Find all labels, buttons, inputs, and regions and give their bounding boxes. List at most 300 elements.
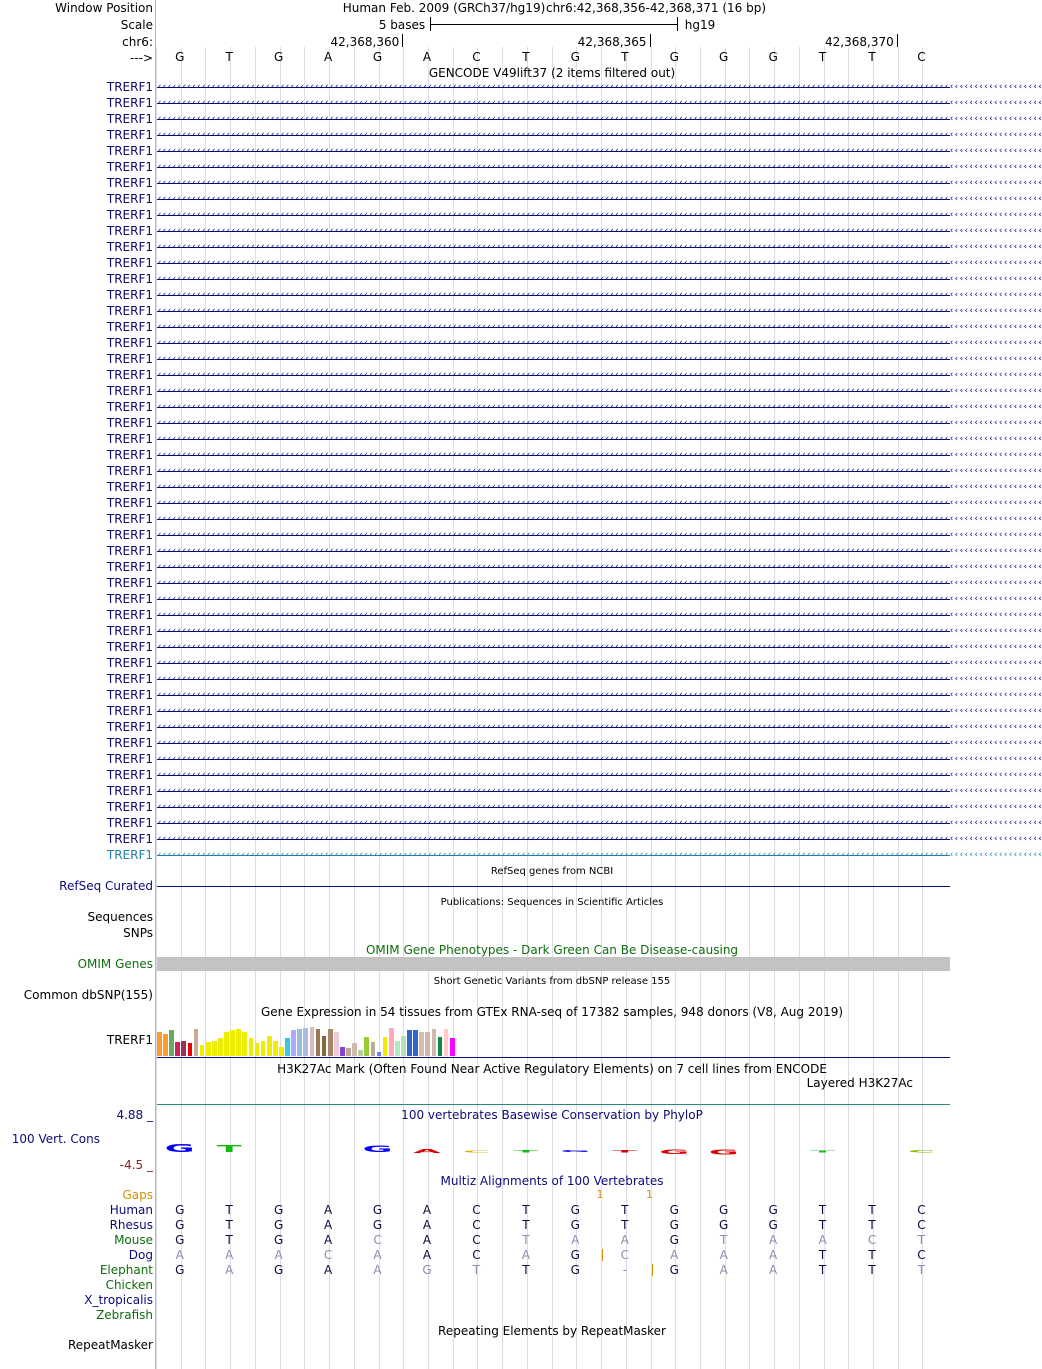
gtex-tissue-bar[interactable] <box>291 1030 296 1056</box>
gtex-tissue-bar[interactable] <box>358 1050 363 1056</box>
gencode-strand-arrows: ‹‹‹‹‹‹‹‹‹‹‹‹‹‹‹‹‹‹‹‹‹‹‹‹‹‹‹‹‹‹‹‹‹‹‹‹‹‹‹‹‹‹‹‹‹‹‹‹‹‹‹‹‹‹‹‹‹‹‹‹‹‹‹‹‹‹‹‹‹‹‹‹‹‹‹‹‹‹‹‹‹‹‹‹‹‹‹‹‹‹‹‹‹‹‹‹‹‹‹‹‹‹‹‹‹‹‹‹‹‹‹‹‹‹‹‹‹‹‹‹‹‹‹‹‹‹‹‹‹‹‹‹‹‹‹‹‹‹‹‹‹‹‹‹‹‹‹‹‹‹‹‹‹‹‹‹‹‹‹‹‹‹‹‹‹‹‹‹‹‹‹‹‹‹‹‹‹‹‹‹ <box>157 130 1042 140</box>
species-label[interactable]: Chicken <box>105 1278 153 1292</box>
aligned-base: A <box>274 1248 283 1262</box>
gencode-strand-arrows: ‹‹‹‹‹‹‹‹‹‹‹‹‹‹‹‹‹‹‹‹‹‹‹‹‹‹‹‹‹‹‹‹‹‹‹‹‹‹‹‹‹‹‹‹‹‹‹‹‹‹‹‹‹‹‹‹‹‹‹‹‹‹‹‹‹‹‹‹‹‹‹‹‹‹‹‹‹‹‹‹‹‹‹‹‹‹‹‹‹‹‹‹‹‹‹‹‹‹‹‹‹‹‹‹‹‹‹‹‹‹‹‹‹‹‹‹‹‹‹‹‹‹‹‹‹‹‹‹‹‹‹‹‹‹‹‹‹‹‹‹‹‹‹‹‹‹‹‹‹‹‹‹‹‹‹‹‹‹‹‹‹‹‹‹‹‹‹‹‹‹‹‹‹‹‹‹‹‹‹‹ <box>157 194 1042 204</box>
aligned-base: C <box>917 1218 926 1232</box>
aligned-base: A <box>323 1203 333 1217</box>
gencode-strand-arrows: ‹‹‹‹‹‹‹‹‹‹‹‹‹‹‹‹‹‹‹‹‹‹‹‹‹‹‹‹‹‹‹‹‹‹‹‹‹‹‹‹‹‹‹‹‹‹‹‹‹‹‹‹‹‹‹‹‹‹‹‹‹‹‹‹‹‹‹‹‹‹‹‹‹‹‹‹‹‹‹‹‹‹‹‹‹‹‹‹‹‹‹‹‹‹‹‹‹‹‹‹‹‹‹‹‹‹‹‹‹‹‹‹‹‹‹‹‹‹‹‹‹‹‹‹‹‹‹‹‹‹‹‹‹‹‹‹‹‹‹‹‹‹‹‹‹‹‹‹‹‹‹‹‹‹‹‹‹‹‹‹‹‹‹‹‹‹‹‹‹‹‹‹‹‹‹‹‹‹‹‹ <box>157 338 1042 348</box>
gtex-tissue-bar[interactable] <box>255 1043 260 1056</box>
aligned-base: G <box>273 1233 284 1247</box>
gencode-gene-label[interactable]: TRERF1 <box>106 784 153 798</box>
aligned-base: G <box>273 1203 284 1217</box>
gencode-strand-arrows: ‹‹‹‹‹‹‹‹‹‹‹‹‹‹‹‹‹‹‹‹‹‹‹‹‹‹‹‹‹‹‹‹‹‹‹‹‹‹‹‹‹‹‹‹‹‹‹‹‹‹‹‹‹‹‹‹‹‹‹‹‹‹‹‹‹‹‹‹‹‹‹‹‹‹‹‹‹‹‹‹‹‹‹‹‹‹‹‹‹‹‹‹‹‹‹‹‹‹‹‹‹‹‹‹‹‹‹‹‹‹‹‹‹‹‹‹‹‹‹‹‹‹‹‹‹‹‹‹‹‹‹‹‹‹‹‹‹‹‹‹‹‹‹‹‹‹‹‹‹‹‹‹‹‹‹‹‹‹‹‹‹‹‹‹‹‹‹‹‹‹‹‹‹‹‹‹‹‹‹‹ <box>157 626 1042 636</box>
gencode-track-title: GENCODE V49lift37 (2 items filtered out) <box>428 66 676 80</box>
aligned-base: G <box>719 1218 729 1232</box>
aligned-base: G <box>273 1218 284 1232</box>
gtex-tissue-bar[interactable] <box>157 1032 162 1056</box>
aligned-base: A <box>323 1263 333 1277</box>
gtex-tissue-bar[interactable] <box>267 1036 272 1056</box>
aligned-base: T <box>225 1218 233 1232</box>
aligned-base: T <box>720 1233 728 1247</box>
gencode-gene-label[interactable]: TRERF1 <box>106 352 153 366</box>
gtex-track-title: Gene Expression in 54 tissues from GTEx RNA-seq of 17382 samples, 948 donors (V8, Aug 2019) <box>260 1005 844 1019</box>
aligned-base: A <box>769 1233 778 1247</box>
gencode-strand-arrows: ‹‹‹‹‹‹‹‹‹‹‹‹‹‹‹‹‹‹‹‹‹‹‹‹‹‹‹‹‹‹‹‹‹‹‹‹‹‹‹‹‹‹‹‹‹‹‹‹‹‹‹‹‹‹‹‹‹‹‹‹‹‹‹‹‹‹‹‹‹‹‹‹‹‹‹‹‹‹‹‹‹‹‹‹‹‹‹‹‹‹‹‹‹‹‹‹‹‹‹‹‹‹‹‹‹‹‹‹‹‹‹‹‹‹‹‹‹‹‹‹‹‹‹‹‹‹‹‹‹‹‹‹‹‹‹‹‹‹‹‹‹‹‹‹‹‹‹‹‹‹‹‹‹‹‹‹‹‹‹‹‹‹‹‹‹‹‹‹‹‹‹‹‹‹‹‹‹‹‹‹ <box>157 434 1042 444</box>
gencode-strand-arrows: ‹‹‹‹‹‹‹‹‹‹‹‹‹‹‹‹‹‹‹‹‹‹‹‹‹‹‹‹‹‹‹‹‹‹‹‹‹‹‹‹‹‹‹‹‹‹‹‹‹‹‹‹‹‹‹‹‹‹‹‹‹‹‹‹‹‹‹‹‹‹‹‹‹‹‹‹‹‹‹‹‹‹‹‹‹‹‹‹‹‹‹‹‹‹‹‹‹‹‹‹‹‹‹‹‹‹‹‹‹‹‹‹‹‹‹‹‹‹‹‹‹‹‹‹‹‹‹‹‹‹‹‹‹‹‹‹‹‹‹‹‹‹‹‹‹‹‹‹‹‹‹‹‹‹‹‹‹‹‹‹‹‹‹‹‹‹‹‹‹‹‹‹‹‹‹‹‹‹‹‹ <box>157 642 1042 652</box>
gencode-strand-arrows: ‹‹‹‹‹‹‹‹‹‹‹‹‹‹‹‹‹‹‹‹‹‹‹‹‹‹‹‹‹‹‹‹‹‹‹‹‹‹‹‹‹‹‹‹‹‹‹‹‹‹‹‹‹‹‹‹‹‹‹‹‹‹‹‹‹‹‹‹‹‹‹‹‹‹‹‹‹‹‹‹‹‹‹‹‹‹‹‹‹‹‹‹‹‹‹‹‹‹‹‹‹‹‹‹‹‹‹‹‹‹‹‹‹‹‹‹‹‹‹‹‹‹‹‹‹‹‹‹‹‹‹‹‹‹‹‹‹‹‹‹‹‹‹‹‹‹‹‹‹‹‹‹‹‹‹‹‹‹‹‹‹‹‹‹‹‹‹‹‹‹‹‹‹‹‹‹‹‹‹‹ <box>157 322 1042 332</box>
refseq-track-label[interactable]: RefSeq Curated <box>59 879 153 893</box>
pubs-track-label[interactable]: Sequences <box>87 910 153 924</box>
gencode-gene-label[interactable]: TRERF1 <box>106 160 153 174</box>
h3k27ac-baseline <box>157 1104 950 1105</box>
aligned-base: A <box>175 1248 184 1262</box>
gencode-strand-arrows: ‹‹‹‹‹‹‹‹‹‹‹‹‹‹‹‹‹‹‹‹‹‹‹‹‹‹‹‹‹‹‹‹‹‹‹‹‹‹‹‹‹‹‹‹‹‹‹‹‹‹‹‹‹‹‹‹‹‹‹‹‹‹‹‹‹‹‹‹‹‹‹‹‹‹‹‹‹‹‹‹‹‹‹‹‹‹‹‹‹‹‹‹‹‹‹‹‹‹‹‹‹‹‹‹‹‹‹‹‹‹‹‹‹‹‹‹‹‹‹‹‹‹‹‹‹‹‹‹‹‹‹‹‹‹‹‹‹‹‹‹‹‹‹‹‹‹‹‹‹‹‹‹‹‹‹‹‹‹‹‹‹‹‹‹‹‹‹‹‹‹‹‹‹‹‹‹‹‹‹‹ <box>157 770 1042 780</box>
gtex-tissue-bar[interactable] <box>310 1027 315 1056</box>
scale-bar <box>430 24 677 25</box>
species-label[interactable]: Mouse <box>114 1233 153 1247</box>
gencode-gene-label[interactable]: TRERF1 <box>106 656 153 670</box>
coordinate-tick <box>897 34 898 47</box>
phylop-base-glyph: T <box>612 1149 638 1154</box>
gencode-gene-label[interactable]: TRERF1 <box>106 640 153 654</box>
aligned-base: C <box>917 1248 926 1262</box>
gtex-tissue-bar[interactable] <box>322 1036 327 1056</box>
phylop-base-glyph: T <box>810 1149 835 1154</box>
refseq-gene-line[interactable] <box>157 886 950 887</box>
phylop-base-glyph: T <box>216 1143 242 1155</box>
gtex-tissue-bar[interactable] <box>175 1042 180 1056</box>
aligned-base: T <box>621 1218 629 1232</box>
aligned-base: T <box>818 1248 827 1262</box>
aligned-base: C <box>620 1248 629 1262</box>
gtex-tissue-bar[interactable] <box>419 1032 424 1056</box>
aligned-base: T <box>917 1263 926 1277</box>
sequence-base: G <box>719 50 729 64</box>
scale-db: hg19 <box>684 18 716 32</box>
gencode-strand-arrows: ‹‹‹‹‹‹‹‹‹‹‹‹‹‹‹‹‹‹‹‹‹‹‹‹‹‹‹‹‹‹‹‹‹‹‹‹‹‹‹‹‹‹‹‹‹‹‹‹‹‹‹‹‹‹‹‹‹‹‹‹‹‹‹‹‹‹‹‹‹‹‹‹‹‹‹‹‹‹‹‹‹‹‹‹‹‹‹‹‹‹‹‹‹‹‹‹‹‹‹‹‹‹‹‹‹‹‹‹‹‹‹‹‹‹‹‹‹‹‹‹‹‹‹‹‹‹‹‹‹‹‹‹‹‹‹‹‹‹‹‹‹‹‹‹‹‹‹‹‹‹‹‹‹‹‹‹‹‹‹‹‹‹‹‹‹‹‹‹‹‹‹‹‹‹‹‹‹‹‹‹ <box>157 690 1042 700</box>
gtex-tissue-bar[interactable] <box>377 1052 382 1056</box>
gencode-gene-label[interactable]: TRERF1 <box>106 80 153 94</box>
rmsk-track-label[interactable]: RepeatMasker <box>67 1338 153 1352</box>
sequence-base: G <box>669 50 679 64</box>
gencode-gene-label[interactable]: TRERF1 <box>106 208 153 222</box>
species-label[interactable]: Dog <box>128 1248 153 1262</box>
phylop-base-glyph: C <box>908 1149 935 1154</box>
gencode-strand-arrows: ‹‹‹‹‹‹‹‹‹‹‹‹‹‹‹‹‹‹‹‹‹‹‹‹‹‹‹‹‹‹‹‹‹‹‹‹‹‹‹‹‹‹‹‹‹‹‹‹‹‹‹‹‹‹‹‹‹‹‹‹‹‹‹‹‹‹‹‹‹‹‹‹‹‹‹‹‹‹‹‹‹‹‹‹‹‹‹‹‹‹‹‹‹‹‹‹‹‹‹‹‹‹‹‹‹‹‹‹‹‹‹‹‹‹‹‹‹‹‹‹‹‹‹‹‹‹‹‹‹‹‹‹‹‹‹‹‹‹‹‹‹‹‹‹‹‹‹‹‹‹‹‹‹‹‹‹‹‹‹‹‹‹‹‹‹‹‹‹‹‹‹‹‹‹‹‹‹‹‹‹ <box>157 258 1042 268</box>
aligned-base: T <box>868 1203 876 1217</box>
gencode-gene-label[interactable]: TRERF1 <box>106 272 153 286</box>
aligned-base: C <box>472 1218 481 1232</box>
gencode-strand-arrows: ‹‹‹‹‹‹‹‹‹‹‹‹‹‹‹‹‹‹‹‹‹‹‹‹‹‹‹‹‹‹‹‹‹‹‹‹‹‹‹‹‹‹‹‹‹‹‹‹‹‹‹‹‹‹‹‹‹‹‹‹‹‹‹‹‹‹‹‹‹‹‹‹‹‹‹‹‹‹‹‹‹‹‹‹‹‹‹‹‹‹‹‹‹‹‹‹‹‹‹‹‹‹‹‹‹‹‹‹‹‹‹‹‹‹‹‹‹‹‹‹‹‹‹‹‹‹‹‹‹‹‹‹‹‹‹‹‹‹‹‹‹‹‹‹‹‹‹‹‹‹‹‹‹‹‹‹‹‹‹‹‹‹‹‹‹‹‹‹‹‹‹‹‹‹‹‹‹‹‹‹ <box>157 674 1042 684</box>
species-label[interactable]: Human <box>109 1203 153 1217</box>
sequence-base: A <box>323 50 333 64</box>
gtex-tissue-bar[interactable] <box>389 1028 394 1056</box>
aligned-base: - <box>622 1263 627 1277</box>
aligned-base: A <box>670 1248 679 1262</box>
aligned-base: G <box>372 1218 383 1232</box>
gencode-strand-arrows: ‹‹‹‹‹‹‹‹‹‹‹‹‹‹‹‹‹‹‹‹‹‹‹‹‹‹‹‹‹‹‹‹‹‹‹‹‹‹‹‹‹‹‹‹‹‹‹‹‹‹‹‹‹‹‹‹‹‹‹‹‹‹‹‹‹‹‹‹‹‹‹‹‹‹‹‹‹‹‹‹‹‹‹‹‹‹‹‹‹‹‹‹‹‹‹‹‹‹‹‹‹‹‹‹‹‹‹‹‹‹‹‹‹‹‹‹‹‹‹‹‹‹‹‹‹‹‹‹‹‹‹‹‹‹‹‹‹‹‹‹‹‹‹‹‹‹‹‹‹‹‹‹‹‹‹‹‹‹‹‹‹‹‹‹‹‹‹‹‹‹‹‹‹‹‹‹‹‹‹‹ <box>157 98 1042 108</box>
gaps-label: Gaps <box>122 1188 153 1202</box>
gencode-gene-label[interactable]: TRERF1 <box>106 320 153 334</box>
aligned-base: G <box>768 1203 778 1217</box>
gencode-gene-label[interactable]: TRERF1 <box>106 288 153 302</box>
aligned-base: A <box>620 1233 629 1247</box>
snps-track-label[interactable]: SNPs <box>123 926 153 940</box>
gencode-gene-label[interactable]: TRERF1 <box>106 336 153 350</box>
gtex-tissue-bar[interactable] <box>273 1041 278 1056</box>
gtex-tissue-bar[interactable] <box>352 1043 357 1056</box>
aligned-base: T <box>522 1203 530 1217</box>
gtex-tissue-bar[interactable] <box>450 1038 455 1056</box>
sequence-base: C <box>472 50 481 64</box>
aligned-base: T <box>472 1263 481 1277</box>
sequence-base: G <box>273 50 284 64</box>
gencode-strand-arrows: ‹‹‹‹‹‹‹‹‹‹‹‹‹‹‹‹‹‹‹‹‹‹‹‹‹‹‹‹‹‹‹‹‹‹‹‹‹‹‹‹‹‹‹‹‹‹‹‹‹‹‹‹‹‹‹‹‹‹‹‹‹‹‹‹‹‹‹‹‹‹‹‹‹‹‹‹‹‹‹‹‹‹‹‹‹‹‹‹‹‹‹‹‹‹‹‹‹‹‹‹‹‹‹‹‹‹‹‹‹‹‹‹‹‹‹‹‹‹‹‹‹‹‹‹‹‹‹‹‹‹‹‹‹‹‹‹‹‹‹‹‹‹‹‹‹‹‹‹‹‹‹‹‹‹‹‹‹‹‹‹‹‹‹‹‹‹‹‹‹‹‹‹‹‹‹‹‹‹‹‹ <box>157 818 1042 828</box>
phylop-base-glyph: G <box>560 1149 591 1153</box>
insertion-marker <box>652 1264 653 1276</box>
h3k27ac-track-title: H3K27Ac Mark (Often Found Near Active Regulatory Elements) on 7 cell lines from ENCODE <box>277 1062 827 1076</box>
refseq-track-title: RefSeq genes from NCBI <box>490 866 614 877</box>
aligned-base: A <box>422 1203 432 1217</box>
gencode-strand-arrows: ‹‹‹‹‹‹‹‹‹‹‹‹‹‹‹‹‹‹‹‹‹‹‹‹‹‹‹‹‹‹‹‹‹‹‹‹‹‹‹‹‹‹‹‹‹‹‹‹‹‹‹‹‹‹‹‹‹‹‹‹‹‹‹‹‹‹‹‹‹‹‹‹‹‹‹‹‹‹‹‹‹‹‹‹‹‹‹‹‹‹‹‹‹‹‹‹‹‹‹‹‹‹‹‹‹‹‹‹‹‹‹‹‹‹‹‹‹‹‹‹‹‹‹‹‹‹‹‹‹‹‹‹‹‹‹‹‹‹‹‹‹‹‹‹‹‹‹‹‹‹‹‹‹‹‹‹‹‹‹‹‹‹‹‹‹‹‹‹‹‹‹‹‹‹‹‹‹‹‹‹ <box>157 386 1042 396</box>
gtex-tissue-bar[interactable] <box>407 1030 412 1056</box>
aligned-base: G <box>669 1218 679 1232</box>
gencode-gene-label[interactable]: TRERF1 <box>106 464 153 478</box>
dbsnp-track-label[interactable]: Common dbSNP(155) <box>23 988 153 1002</box>
gencode-gene-label[interactable]: TRERF1 <box>106 672 153 686</box>
assembly-title[interactable]: Human Feb. 2009 (GRCh37/hg19) <box>342 1 546 15</box>
gtex-tissue-bar[interactable] <box>163 1034 168 1056</box>
gtex-tissue-bar[interactable] <box>413 1030 418 1056</box>
aligned-base: A <box>571 1233 580 1247</box>
omim-gene-bar[interactable] <box>157 957 950 971</box>
multiz-track-title: Multiz Alignments of 100 Vertebrates <box>440 1174 664 1188</box>
gencode-gene-label[interactable]: TRERF1 <box>106 400 153 414</box>
gtex-tissue-bar[interactable] <box>200 1045 205 1056</box>
gtex-baseline <box>157 1057 950 1058</box>
gencode-gene-label[interactable]: TRERF1 <box>106 848 153 862</box>
aligned-base: T <box>868 1218 876 1232</box>
sequence-base: G <box>175 50 185 64</box>
gtex-tissue-bar[interactable] <box>383 1037 388 1056</box>
species-label[interactable]: Zebrafish <box>96 1308 153 1322</box>
aligned-base: T <box>818 1203 827 1217</box>
aligned-base: T <box>917 1233 926 1247</box>
gencode-gene-label[interactable]: TRERF1 <box>106 720 153 734</box>
aligned-base: G <box>768 1218 778 1232</box>
rmsk-track-title: Repeating Elements by RepeatMasker <box>438 1324 666 1338</box>
gencode-strand-arrows: ‹‹‹‹‹‹‹‹‹‹‹‹‹‹‹‹‹‹‹‹‹‹‹‹‹‹‹‹‹‹‹‹‹‹‹‹‹‹‹‹‹‹‹‹‹‹‹‹‹‹‹‹‹‹‹‹‹‹‹‹‹‹‹‹‹‹‹‹‹‹‹‹‹‹‹‹‹‹‹‹‹‹‹‹‹‹‹‹‹‹‹‹‹‹‹‹‹‹‹‹‹‹‹‹‹‹‹‹‹‹‹‹‹‹‹‹‹‹‹‹‹‹‹‹‹‹‹‹‹‹‹‹‹‹‹‹‹‹‹‹‹‹‹‹‹‹‹‹‹‹‹‹‹‹‹‹‹‹‹‹‹‹‹‹‹‹‹‹‹‹‹‹‹‹‹‹‹‹‹‹ <box>157 578 1042 588</box>
gencode-strand-arrows: ‹‹‹‹‹‹‹‹‹‹‹‹‹‹‹‹‹‹‹‹‹‹‹‹‹‹‹‹‹‹‹‹‹‹‹‹‹‹‹‹‹‹‹‹‹‹‹‹‹‹‹‹‹‹‹‹‹‹‹‹‹‹‹‹‹‹‹‹‹‹‹‹‹‹‹‹‹‹‹‹‹‹‹‹‹‹‹‹‹‹‹‹‹‹‹‹‹‹‹‹‹‹‹‹‹‹‹‹‹‹‹‹‹‹‹‹‹‹‹‹‹‹‹‹‹‹‹‹‹‹‹‹‹‹‹‹‹‹‹‹‹‹‹‹‹‹‹‹‹‹‹‹‹‹‹‹‹‹‹‹‹‹‹‹‹‹‹‹‹‹‹‹‹‹‹‹‹‹‹‹ <box>157 754 1042 764</box>
sequence-base: T <box>868 50 876 64</box>
aligned-base: C <box>472 1203 481 1217</box>
aligned-base: T <box>522 1263 530 1277</box>
coordinate-tick <box>650 34 651 47</box>
gencode-strand-arrows: ‹‹‹‹‹‹‹‹‹‹‹‹‹‹‹‹‹‹‹‹‹‹‹‹‹‹‹‹‹‹‹‹‹‹‹‹‹‹‹‹‹‹‹‹‹‹‹‹‹‹‹‹‹‹‹‹‹‹‹‹‹‹‹‹‹‹‹‹‹‹‹‹‹‹‹‹‹‹‹‹‹‹‹‹‹‹‹‹‹‹‹‹‹‹‹‹‹‹‹‹‹‹‹‹‹‹‹‹‹‹‹‹‹‹‹‹‹‹‹‹‹‹‹‹‹‹‹‹‹‹‹‹‹‹‹‹‹‹‹‹‹‹‹‹‹‹‹‹‹‹‹‹‹‹‹‹‹‹‹‹‹‹‹‹‹‹‹‹‹‹‹‹‹‹‹‹‹‹‹‹ <box>157 722 1042 732</box>
phylop-max-label: 4.88 _ <box>116 1108 153 1122</box>
scale-text: 5 bases <box>378 18 426 32</box>
scale-bar-right-tick <box>677 17 678 31</box>
gencode-strand-arrows: ‹‹‹‹‹‹‹‹‹‹‹‹‹‹‹‹‹‹‹‹‹‹‹‹‹‹‹‹‹‹‹‹‹‹‹‹‹‹‹‹‹‹‹‹‹‹‹‹‹‹‹‹‹‹‹‹‹‹‹‹‹‹‹‹‹‹‹‹‹‹‹‹‹‹‹‹‹‹‹‹‹‹‹‹‹‹‹‹‹‹‹‹‹‹‹‹‹‹‹‹‹‹‹‹‹‹‹‹‹‹‹‹‹‹‹‹‹‹‹‹‹‹‹‹‹‹‹‹‹‹‹‹‹‹‹‹‹‹‹‹‹‹‹‹‹‹‹‹‹‹‹‹‹‹‹‹‹‹‹‹‹‹‹‹‹‹‹‹‹‹‹‹‹‹‹‹‹‹‹‹ <box>157 514 1042 524</box>
sequence-base: G <box>768 50 778 64</box>
h3k27ac-track-label[interactable]: Layered H3K27Ac <box>806 1076 913 1090</box>
aligned-base: G <box>570 1263 580 1277</box>
gtex-tissue-bar[interactable] <box>371 1042 376 1056</box>
gtex-tissue-bar[interactable] <box>236 1029 241 1056</box>
gencode-gene-label[interactable]: TRERF1 <box>106 240 153 254</box>
gtex-tissue-bar[interactable] <box>169 1030 174 1056</box>
gencode-strand-arrows: ‹‹‹‹‹‹‹‹‹‹‹‹‹‹‹‹‹‹‹‹‹‹‹‹‹‹‹‹‹‹‹‹‹‹‹‹‹‹‹‹‹‹‹‹‹‹‹‹‹‹‹‹‹‹‹‹‹‹‹‹‹‹‹‹‹‹‹‹‹‹‹‹‹‹‹‹‹‹‹‹‹‹‹‹‹‹‹‹‹‹‹‹‹‹‹‹‹‹‹‹‹‹‹‹‹‹‹‹‹‹‹‹‹‹‹‹‹‹‹‹‹‹‹‹‹‹‹‹‹‹‹‹‹‹‹‹‹‹‹‹‹‹‹‹‹‹‹‹‹‹‹‹‹‹‹‹‹‹‹‹‹‹‹‹‹‹‹‹‹‹‹‹‹‹‹‹‹‹‹‹ <box>157 210 1042 220</box>
gencode-gene-label[interactable]: TRERF1 <box>106 768 153 782</box>
aligned-base: G <box>175 1263 185 1277</box>
gencode-strand-arrows: ‹‹‹‹‹‹‹‹‹‹‹‹‹‹‹‹‹‹‹‹‹‹‹‹‹‹‹‹‹‹‹‹‹‹‹‹‹‹‹‹‹‹‹‹‹‹‹‹‹‹‹‹‹‹‹‹‹‹‹‹‹‹‹‹‹‹‹‹‹‹‹‹‹‹‹‹‹‹‹‹‹‹‹‹‹‹‹‹‹‹‹‹‹‹‹‹‹‹‹‹‹‹‹‹‹‹‹‹‹‹‹‹‹‹‹‹‹‹‹‹‹‹‹‹‹‹‹‹‹‹‹‹‹‹‹‹‹‹‹‹‹‹‹‹‹‹‹‹‹‹‹‹‹‹‹‹‹‹‹‹‹‹‹‹‹‹‹‹‹‹‹‹‹‹‹‹‹‹‹‹ <box>157 738 1042 748</box>
gencode-gene-label[interactable]: TRERF1 <box>106 176 153 190</box>
aligned-base: C <box>472 1248 481 1262</box>
gencode-gene-label[interactable]: TRERF1 <box>106 496 153 510</box>
gtex-tissue-bar[interactable] <box>242 1032 247 1056</box>
gtex-tissue-bar[interactable] <box>194 1029 199 1056</box>
gencode-strand-arrows: ‹‹‹‹‹‹‹‹‹‹‹‹‹‹‹‹‹‹‹‹‹‹‹‹‹‹‹‹‹‹‹‹‹‹‹‹‹‹‹‹‹‹‹‹‹‹‹‹‹‹‹‹‹‹‹‹‹‹‹‹‹‹‹‹‹‹‹‹‹‹‹‹‹‹‹‹‹‹‹‹‹‹‹‹‹‹‹‹‹‹‹‹‹‹‹‹‹‹‹‹‹‹‹‹‹‹‹‹‹‹‹‹‹‹‹‹‹‹‹‹‹‹‹‹‹‹‹‹‹‹‹‹‹‹‹‹‹‹‹‹‹‹‹‹‹‹‹‹‹‹‹‹‹‹‹‹‹‹‹‹‹‹‹‹‹‹‹‹‹‹‹‹‹‹‹‹‹‹‹‹ <box>157 370 1042 380</box>
omim-track-title: OMIM Gene Phenotypes - Dark Green Can Be Disease-causing <box>365 943 739 957</box>
phylop-base-glyph: G <box>659 1148 690 1156</box>
gencode-gene-label[interactable]: TRERF1 <box>106 480 153 494</box>
gtex-tissue-bar[interactable] <box>297 1029 302 1056</box>
gencode-strand-arrows: ‹‹‹‹‹‹‹‹‹‹‹‹‹‹‹‹‹‹‹‹‹‹‹‹‹‹‹‹‹‹‹‹‹‹‹‹‹‹‹‹‹‹‹‹‹‹‹‹‹‹‹‹‹‹‹‹‹‹‹‹‹‹‹‹‹‹‹‹‹‹‹‹‹‹‹‹‹‹‹‹‹‹‹‹‹‹‹‹‹‹‹‹‹‹‹‹‹‹‹‹‹‹‹‹‹‹‹‹‹‹‹‹‹‹‹‹‹‹‹‹‹‹‹‹‹‹‹‹‹‹‹‹‹‹‹‹‹‹‹‹‹‹‹‹‹‹‹‹‹‹‹‹‹‹‹‹‹‹‹‹‹‹‹‹‹‹‹‹‹‹‹‹‹‹‹‹‹‹‹‹ <box>157 562 1042 572</box>
gencode-gene-label[interactable]: TRERF1 <box>106 704 153 718</box>
aligned-base: G <box>273 1263 284 1277</box>
phylop-base-glyph: A <box>412 1148 442 1155</box>
gencode-gene-label[interactable]: TRERF1 <box>106 800 153 814</box>
gencode-strand-arrows: ‹‹‹‹‹‹‹‹‹‹‹‹‹‹‹‹‹‹‹‹‹‹‹‹‹‹‹‹‹‹‹‹‹‹‹‹‹‹‹‹‹‹‹‹‹‹‹‹‹‹‹‹‹‹‹‹‹‹‹‹‹‹‹‹‹‹‹‹‹‹‹‹‹‹‹‹‹‹‹‹‹‹‹‹‹‹‹‹‹‹‹‹‹‹‹‹‹‹‹‹‹‹‹‹‹‹‹‹‹‹‹‹‹‹‹‹‹‹‹‹‹‹‹‹‹‹‹‹‹‹‹‹‹‹‹‹‹‹‹‹‹‹‹‹‹‹‹‹‹‹‹‹‹‹‹‹‹‹‹‹‹‹‹‹‹‹‹‹‹‹‹‹‹‹‹‹‹‹‹‹ <box>157 306 1042 316</box>
aligned-base: A <box>422 1233 432 1247</box>
gencode-strand-arrows: ‹‹‹‹‹‹‹‹‹‹‹‹‹‹‹‹‹‹‹‹‹‹‹‹‹‹‹‹‹‹‹‹‹‹‹‹‹‹‹‹‹‹‹‹‹‹‹‹‹‹‹‹‹‹‹‹‹‹‹‹‹‹‹‹‹‹‹‹‹‹‹‹‹‹‹‹‹‹‹‹‹‹‹‹‹‹‹‹‹‹‹‹‹‹‹‹‹‹‹‹‹‹‹‹‹‹‹‹‹‹‹‹‹‹‹‹‹‹‹‹‹‹‹‹‹‹‹‹‹‹‹‹‹‹‹‹‹‹‹‹‹‹‹‹‹‹‹‹‹‹‹‹‹‹‹‹‹‹‹‹‹‹‹‹‹‹‹‹‹‹‹‹‹‹‹‹‹‹‹‹ <box>157 482 1042 492</box>
aligned-base: G <box>669 1233 679 1247</box>
gtex-tissue-bar[interactable] <box>249 1038 254 1056</box>
sequence-base: G <box>570 50 580 64</box>
aligned-base: C <box>917 1203 926 1217</box>
gencode-strand-arrows: ‹‹‹‹‹‹‹‹‹‹‹‹‹‹‹‹‹‹‹‹‹‹‹‹‹‹‹‹‹‹‹‹‹‹‹‹‹‹‹‹‹‹‹‹‹‹‹‹‹‹‹‹‹‹‹‹‹‹‹‹‹‹‹‹‹‹‹‹‹‹‹‹‹‹‹‹‹‹‹‹‹‹‹‹‹‹‹‹‹‹‹‹‹‹‹‹‹‹‹‹‹‹‹‹‹‹‹‹‹‹‹‹‹‹‹‹‹‹‹‹‹‹‹‹‹‹‹‹‹‹‹‹‹‹‹‹‹‹‹‹‹‹‹‹‹‹‹‹‹‹‹‹‹‹‹‹‹‹‹‹‹‹‹‹‹‹‹‹‹‹‹‹‹‹‹‹‹‹‹‹ <box>157 466 1042 476</box>
gtex-tissue-bar[interactable] <box>285 1038 290 1056</box>
gtex-tissue-bar[interactable] <box>328 1029 333 1056</box>
coordinate-label: 42,368,370 <box>825 35 894 49</box>
gtex-tissue-bar[interactable] <box>340 1047 345 1056</box>
gencode-gene-label[interactable]: TRERF1 <box>106 512 153 526</box>
aligned-base: T <box>868 1263 876 1277</box>
dbsnp-track-title: Short Genetic Variants from dbSNP release 155 <box>433 976 671 987</box>
gencode-gene-label[interactable]: TRERF1 <box>106 144 153 158</box>
gencode-gene-label[interactable]: TRERF1 <box>106 688 153 702</box>
gtex-tissue-bar[interactable] <box>364 1037 369 1056</box>
gencode-gene-label[interactable]: TRERF1 <box>106 256 153 270</box>
aligned-base: G <box>669 1263 679 1277</box>
phylop-track-label[interactable]: 100 Vert. Cons <box>11 1132 100 1146</box>
phylop-logo-plot[interactable] <box>157 1140 950 1164</box>
aligned-base: A <box>225 1263 234 1277</box>
gencode-strand-arrows: ‹‹‹‹‹‹‹‹‹‹‹‹‹‹‹‹‹‹‹‹‹‹‹‹‹‹‹‹‹‹‹‹‹‹‹‹‹‹‹‹‹‹‹‹‹‹‹‹‹‹‹‹‹‹‹‹‹‹‹‹‹‹‹‹‹‹‹‹‹‹‹‹‹‹‹‹‹‹‹‹‹‹‹‹‹‹‹‹‹‹‹‹‹‹‹‹‹‹‹‹‹‹‹‹‹‹‹‹‹‹‹‹‹‹‹‹‹‹‹‹‹‹‹‹‹‹‹‹‹‹‹‹‹‹‹‹‹‹‹‹‹‹‹‹‹‹‹‹‹‹‹‹‹‹‹‹‹‹‹‹‹‹‹‹‹‹‹‹‹‹‹‹‹‹‹‹‹‹‹‹ <box>157 178 1042 188</box>
window-position-label: Window Position <box>55 1 153 15</box>
aligned-base: G <box>422 1263 432 1277</box>
aligned-base: G <box>570 1248 580 1262</box>
sequence-base: T <box>522 50 530 64</box>
aligned-base: G <box>175 1233 185 1247</box>
gencode-strand-arrows: ‹‹‹‹‹‹‹‹‹‹‹‹‹‹‹‹‹‹‹‹‹‹‹‹‹‹‹‹‹‹‹‹‹‹‹‹‹‹‹‹‹‹‹‹‹‹‹‹‹‹‹‹‹‹‹‹‹‹‹‹‹‹‹‹‹‹‹‹‹‹‹‹‹‹‹‹‹‹‹‹‹‹‹‹‹‹‹‹‹‹‹‹‹‹‹‹‹‹‹‹‹‹‹‹‹‹‹‹‹‹‹‹‹‹‹‹‹‹‹‹‹‹‹‹‹‹‹‹‹‹‹‹‹‹‹‹‹‹‹‹‹‹‹‹‹‹‹‹‹‹‹‹‹‹‹‹‹‹‹‹‹‹‹‹‹‹‹‹‹‹‹‹‹‹‹‹‹‹‹‹ <box>157 706 1042 716</box>
gencode-gene-label[interactable]: TRERF1 <box>106 736 153 750</box>
gencode-gene-label[interactable]: TRERF1 <box>106 816 153 830</box>
phylop-base-glyph: G <box>362 1143 393 1155</box>
aligned-base: A <box>719 1248 728 1262</box>
gencode-strand-arrows: ‹‹‹‹‹‹‹‹‹‹‹‹‹‹‹‹‹‹‹‹‹‹‹‹‹‹‹‹‹‹‹‹‹‹‹‹‹‹‹‹‹‹‹‹‹‹‹‹‹‹‹‹‹‹‹‹‹‹‹‹‹‹‹‹‹‹‹‹‹‹‹‹‹‹‹‹‹‹‹‹‹‹‹‹‹‹‹‹‹‹‹‹‹‹‹‹‹‹‹‹‹‹‹‹‹‹‹‹‹‹‹‹‹‹‹‹‹‹‹‹‹‹‹‹‹‹‹‹‹‹‹‹‹‹‹‹‹‹‹‹‹‹‹‹‹‹‹‹‹‹‹‹‹‹‹‹‹‹‹‹‹‹‹‹‹‹‹‹‹‹‹‹‹‹‹‹‹‹‹‹ <box>157 610 1042 620</box>
aligned-base: A <box>818 1233 827 1247</box>
phylop-min-label: -4.5 _ <box>119 1158 153 1172</box>
gencode-gene-label[interactable]: TRERF1 <box>106 304 153 318</box>
gencode-gene-label[interactable]: TRERF1 <box>106 96 153 110</box>
omim-track-label[interactable]: OMIM Genes <box>77 957 153 971</box>
gtex-tissue-bar[interactable] <box>438 1037 443 1056</box>
gencode-gene-label[interactable]: TRERF1 <box>106 416 153 430</box>
sequence-base: T <box>225 50 233 64</box>
aligned-base: A <box>225 1248 234 1262</box>
phylop-base-glyph: T <box>513 1149 539 1154</box>
gencode-strand-arrows: ‹‹‹‹‹‹‹‹‹‹‹‹‹‹‹‹‹‹‹‹‹‹‹‹‹‹‹‹‹‹‹‹‹‹‹‹‹‹‹‹‹‹‹‹‹‹‹‹‹‹‹‹‹‹‹‹‹‹‹‹‹‹‹‹‹‹‹‹‹‹‹‹‹‹‹‹‹‹‹‹‹‹‹‹‹‹‹‹‹‹‹‹‹‹‹‹‹‹‹‹‹‹‹‹‹‹‹‹‹‹‹‹‹‹‹‹‹‹‹‹‹‹‹‹‹‹‹‹‹‹‹‹‹‹‹‹‹‹‹‹‹‹‹‹‹‹‹‹‹‹‹‹‹‹‹‹‹‹‹‹‹‹‹‹‹‹‹‹‹‹‹‹‹‹‹‹‹‹‹‹ <box>157 146 1042 156</box>
aligned-base: C <box>867 1233 877 1247</box>
gap-count: 1 <box>646 1188 653 1201</box>
gtex-tissue-bar[interactable] <box>224 1032 229 1056</box>
sequence-base: C <box>917 50 926 64</box>
gtex-tissue-bar[interactable] <box>230 1030 235 1056</box>
gtex-tissue-bar[interactable] <box>206 1042 211 1056</box>
gencode-gene-label[interactable]: TRERF1 <box>106 448 153 462</box>
gencode-strand-arrows: ‹‹‹‹‹‹‹‹‹‹‹‹‹‹‹‹‹‹‹‹‹‹‹‹‹‹‹‹‹‹‹‹‹‹‹‹‹‹‹‹‹‹‹‹‹‹‹‹‹‹‹‹‹‹‹‹‹‹‹‹‹‹‹‹‹‹‹‹‹‹‹‹‹‹‹‹‹‹‹‹‹‹‹‹‹‹‹‹‹‹‹‹‹‹‹‹‹‹‹‹‹‹‹‹‹‹‹‹‹‹‹‹‹‹‹‹‹‹‹‹‹‹‹‹‹‹‹‹‹‹‹‹‹‹‹‹‹‹‹‹‹‹‹‹‹‹‹‹‹‹‹‹‹‹‹‹‹‹‹‹‹‹‹‹‹‹‹‹‹‹‹‹‹‹‹‹‹‹‹‹ <box>157 450 1042 460</box>
gencode-gene-label[interactable]: TRERF1 <box>106 128 153 142</box>
aligned-base: T <box>621 1203 629 1217</box>
insertion-marker <box>602 1249 603 1261</box>
aligned-base: C <box>373 1233 382 1247</box>
gtex-tissue-bar[interactable] <box>279 1047 284 1056</box>
gtex-tissue-bar[interactable] <box>212 1041 217 1056</box>
species-label[interactable]: Rhesus <box>109 1218 153 1232</box>
gtex-gene-label[interactable]: TRERF1 <box>106 1033 153 1047</box>
aligned-base: G <box>570 1203 580 1217</box>
gtex-tissue-bar[interactable] <box>334 1032 339 1056</box>
aligned-base: G <box>669 1203 679 1217</box>
gencode-gene-label[interactable]: TRERF1 <box>106 192 153 206</box>
gtex-tissue-bar[interactable] <box>432 1029 437 1056</box>
gencode-strand-arrows: ‹‹‹‹‹‹‹‹‹‹‹‹‹‹‹‹‹‹‹‹‹‹‹‹‹‹‹‹‹‹‹‹‹‹‹‹‹‹‹‹‹‹‹‹‹‹‹‹‹‹‹‹‹‹‹‹‹‹‹‹‹‹‹‹‹‹‹‹‹‹‹‹‹‹‹‹‹‹‹‹‹‹‹‹‹‹‹‹‹‹‹‹‹‹‹‹‹‹‹‹‹‹‹‹‹‹‹‹‹‹‹‹‹‹‹‹‹‹‹‹‹‹‹‹‹‹‹‹‹‹‹‹‹‹‹‹‹‹‹‹‹‹‹‹‹‹‹‹‹‹‹‹‹‹‹‹‹‹‹‹‹‹‹‹‹‹‹‹‹‹‹‹‹‹‹‹‹‹‹‹ <box>157 786 1042 796</box>
aligned-base: G <box>175 1203 185 1217</box>
aligned-base: A <box>323 1233 333 1247</box>
aligned-base: G <box>719 1203 729 1217</box>
sequence-base: A <box>422 50 432 64</box>
species-label[interactable]: X_tropicalis <box>84 1293 153 1307</box>
aligned-base: T <box>522 1233 530 1247</box>
gtex-tissue-bar[interactable] <box>188 1043 193 1056</box>
gencode-strand-arrows: ‹‹‹‹‹‹‹‹‹‹‹‹‹‹‹‹‹‹‹‹‹‹‹‹‹‹‹‹‹‹‹‹‹‹‹‹‹‹‹‹‹‹‹‹‹‹‹‹‹‹‹‹‹‹‹‹‹‹‹‹‹‹‹‹‹‹‹‹‹‹‹‹‹‹‹‹‹‹‹‹‹‹‹‹‹‹‹‹‹‹‹‹‹‹‹‹‹‹‹‹‹‹‹‹‹‹‹‹‹‹‹‹‹‹‹‹‹‹‹‹‹‹‹‹‹‹‹‹‹‹‹‹‹‹‹‹‹‹‹‹‹‹‹‹‹‹‹‹‹‹‹‹‹‹‹‹‹‹‹‹‹‹‹‹‹‹‹‹‹‹‹‹‹‹‹‹‹‹‹‹ <box>157 274 1042 284</box>
aligned-base: A <box>373 1263 382 1277</box>
pubs-track-title: Publications: Sequences in Scientific Articles <box>440 897 664 908</box>
aligned-base: T <box>868 1248 876 1262</box>
gtex-tissue-bar[interactable] <box>444 1029 449 1056</box>
sequence-base: T <box>818 50 827 64</box>
gencode-gene-label[interactable]: TRERF1 <box>106 576 153 590</box>
gencode-strand-arrows: ‹‹‹‹‹‹‹‹‹‹‹‹‹‹‹‹‹‹‹‹‹‹‹‹‹‹‹‹‹‹‹‹‹‹‹‹‹‹‹‹‹‹‹‹‹‹‹‹‹‹‹‹‹‹‹‹‹‹‹‹‹‹‹‹‹‹‹‹‹‹‹‹‹‹‹‹‹‹‹‹‹‹‹‹‹‹‹‹‹‹‹‹‹‹‹‹‹‹‹‹‹‹‹‹‹‹‹‹‹‹‹‹‹‹‹‹‹‹‹‹‹‹‹‹‹‹‹‹‹‹‹‹‹‹‹‹‹‹‹‹‹‹‹‹‹‹‹‹‹‹‹‹‹‹‹‹‹‹‹‹‹‹‹‹‹‹‹‹‹‹‹‹‹‹‹‹‹‹‹‹ <box>157 114 1042 124</box>
gencode-strand-arrows: ‹‹‹‹‹‹‹‹‹‹‹‹‹‹‹‹‹‹‹‹‹‹‹‹‹‹‹‹‹‹‹‹‹‹‹‹‹‹‹‹‹‹‹‹‹‹‹‹‹‹‹‹‹‹‹‹‹‹‹‹‹‹‹‹‹‹‹‹‹‹‹‹‹‹‹‹‹‹‹‹‹‹‹‹‹‹‹‹‹‹‹‹‹‹‹‹‹‹‹‹‹‹‹‹‹‹‹‹‹‹‹‹‹‹‹‹‹‹‹‹‹‹‹‹‹‹‹‹‹‹‹‹‹‹‹‹‹‹‹‹‹‹‹‹‹‹‹‹‹‹‹‹‹‹‹‹‹‹‹‹‹‹‹‹‹‹‹‹‹‹‹‹‹‹‹‹‹‹‹‹ <box>157 850 1042 860</box>
gencode-gene-label[interactable]: TRERF1 <box>106 432 153 446</box>
gencode-strand-arrows: ‹‹‹‹‹‹‹‹‹‹‹‹‹‹‹‹‹‹‹‹‹‹‹‹‹‹‹‹‹‹‹‹‹‹‹‹‹‹‹‹‹‹‹‹‹‹‹‹‹‹‹‹‹‹‹‹‹‹‹‹‹‹‹‹‹‹‹‹‹‹‹‹‹‹‹‹‹‹‹‹‹‹‹‹‹‹‹‹‹‹‹‹‹‹‹‹‹‹‹‹‹‹‹‹‹‹‹‹‹‹‹‹‹‹‹‹‹‹‹‹‹‹‹‹‹‹‹‹‹‹‹‹‹‹‹‹‹‹‹‹‹‹‹‹‹‹‹‹‹‹‹‹‹‹‹‹‹‹‹‹‹‹‹‹‹‹‹‹‹‹‹‹‹‹‹‹‹‹‹‹ <box>157 162 1042 172</box>
aligned-base: T <box>818 1263 827 1277</box>
gtex-tissue-bar[interactable] <box>316 1029 321 1056</box>
aligned-base: A <box>323 1218 333 1232</box>
gencode-gene-label[interactable]: TRERF1 <box>106 384 153 398</box>
aligned-base: G <box>372 1203 383 1217</box>
gencode-strand-arrows: ‹‹‹‹‹‹‹‹‹‹‹‹‹‹‹‹‹‹‹‹‹‹‹‹‹‹‹‹‹‹‹‹‹‹‹‹‹‹‹‹‹‹‹‹‹‹‹‹‹‹‹‹‹‹‹‹‹‹‹‹‹‹‹‹‹‹‹‹‹‹‹‹‹‹‹‹‹‹‹‹‹‹‹‹‹‹‹‹‹‹‹‹‹‹‹‹‹‹‹‹‹‹‹‹‹‹‹‹‹‹‹‹‹‹‹‹‹‹‹‹‹‹‹‹‹‹‹‹‹‹‹‹‹‹‹‹‹‹‹‹‹‹‹‹‹‹‹‹‹‹‹‹‹‹‹‹‹‹‹‹‹‹‹‹‹‹‹‹‹‹‹‹‹‹‹‹‹‹‹‹ <box>157 354 1042 364</box>
aligned-base: A <box>373 1248 382 1262</box>
gencode-gene-label[interactable]: TRERF1 <box>106 368 153 382</box>
gtex-tissue-bar[interactable] <box>181 1041 186 1056</box>
gtex-tissue-bar[interactable] <box>218 1038 223 1056</box>
gencode-strand-arrows: ‹‹‹‹‹‹‹‹‹‹‹‹‹‹‹‹‹‹‹‹‹‹‹‹‹‹‹‹‹‹‹‹‹‹‹‹‹‹‹‹‹‹‹‹‹‹‹‹‹‹‹‹‹‹‹‹‹‹‹‹‹‹‹‹‹‹‹‹‹‹‹‹‹‹‹‹‹‹‹‹‹‹‹‹‹‹‹‹‹‹‹‹‹‹‹‹‹‹‹‹‹‹‹‹‹‹‹‹‹‹‹‹‹‹‹‹‹‹‹‹‹‹‹‹‹‹‹‹‹‹‹‹‹‹‹‹‹‹‹‹‹‹‹‹‹‹‹‹‹‹‹‹‹‹‹‹‹‹‹‹‹‹‹‹‹‹‹‹‹‹‹‹‹‹‹‹‹‹‹‹ <box>157 802 1042 812</box>
gencode-strand-arrows: ‹‹‹‹‹‹‹‹‹‹‹‹‹‹‹‹‹‹‹‹‹‹‹‹‹‹‹‹‹‹‹‹‹‹‹‹‹‹‹‹‹‹‹‹‹‹‹‹‹‹‹‹‹‹‹‹‹‹‹‹‹‹‹‹‹‹‹‹‹‹‹‹‹‹‹‹‹‹‹‹‹‹‹‹‹‹‹‹‹‹‹‹‹‹‹‹‹‹‹‹‹‹‹‹‹‹‹‹‹‹‹‹‹‹‹‹‹‹‹‹‹‹‹‹‹‹‹‹‹‹‹‹‹‹‹‹‹‹‹‹‹‹‹‹‹‹‹‹‹‹‹‹‹‹‹‹‹‹‹‹‹‹‹‹‹‹‹‹‹‹‹‹‹‹‹‹‹‹‹‹ <box>157 418 1042 428</box>
gtex-tissue-bar[interactable] <box>261 1041 266 1056</box>
aligned-base: G <box>175 1218 185 1232</box>
gtex-tissue-bar[interactable] <box>401 1036 406 1056</box>
gencode-gene-label[interactable]: TRERF1 <box>106 224 153 238</box>
gencode-strand-arrows: ‹‹‹‹‹‹‹‹‹‹‹‹‹‹‹‹‹‹‹‹‹‹‹‹‹‹‹‹‹‹‹‹‹‹‹‹‹‹‹‹‹‹‹‹‹‹‹‹‹‹‹‹‹‹‹‹‹‹‹‹‹‹‹‹‹‹‹‹‹‹‹‹‹‹‹‹‹‹‹‹‹‹‹‹‹‹‹‹‹‹‹‹‹‹‹‹‹‹‹‹‹‹‹‹‹‹‹‹‹‹‹‹‹‹‹‹‹‹‹‹‹‹‹‹‹‹‹‹‹‹‹‹‹‹‹‹‹‹‹‹‹‹‹‹‹‹‹‹‹‹‹‹‹‹‹‹‹‹‹‹‹‹‹‹‹‹‹‹‹‹‹‹‹‹‹‹‹‹‹‹ <box>157 658 1042 668</box>
gencode-strand-arrows: ‹‹‹‹‹‹‹‹‹‹‹‹‹‹‹‹‹‹‹‹‹‹‹‹‹‹‹‹‹‹‹‹‹‹‹‹‹‹‹‹‹‹‹‹‹‹‹‹‹‹‹‹‹‹‹‹‹‹‹‹‹‹‹‹‹‹‹‹‹‹‹‹‹‹‹‹‹‹‹‹‹‹‹‹‹‹‹‹‹‹‹‹‹‹‹‹‹‹‹‹‹‹‹‹‹‹‹‹‹‹‹‹‹‹‹‹‹‹‹‹‹‹‹‹‹‹‹‹‹‹‹‹‹‹‹‹‹‹‹‹‹‹‹‹‹‹‹‹‹‹‹‹‹‹‹‹‹‹‹‹‹‹‹‹‹‹‹‹‹‹‹‹‹‹‹‹‹‹‹‹ <box>157 530 1042 540</box>
gtex-tissue-bar[interactable] <box>346 1048 351 1056</box>
gencode-gene-label[interactable]: TRERF1 <box>106 112 153 126</box>
aligned-base: T <box>225 1233 233 1247</box>
phylop-track-title: 100 vertebrates Basewise Conservation by PhyloP <box>401 1108 703 1122</box>
aligned-base: A <box>422 1218 432 1232</box>
sequence-base: G <box>372 50 383 64</box>
phylop-base-glyph: G <box>708 1148 739 1157</box>
gencode-strand-arrows: ‹‹‹‹‹‹‹‹‹‹‹‹‹‹‹‹‹‹‹‹‹‹‹‹‹‹‹‹‹‹‹‹‹‹‹‹‹‹‹‹‹‹‹‹‹‹‹‹‹‹‹‹‹‹‹‹‹‹‹‹‹‹‹‹‹‹‹‹‹‹‹‹‹‹‹‹‹‹‹‹‹‹‹‹‹‹‹‹‹‹‹‹‹‹‹‹‹‹‹‹‹‹‹‹‹‹‹‹‹‹‹‹‹‹‹‹‹‹‹‹‹‹‹‹‹‹‹‹‹‹‹‹‹‹‹‹‹‹‹‹‹‹‹‹‹‹‹‹‹‹‹‹‹‹‹‹‹‹‹‹‹‹‹‹‹‹‹‹‹‹‹‹‹‹‹‹‹‹‹‹ <box>157 546 1042 556</box>
scale-bar-left-tick <box>430 17 431 31</box>
gencode-strand-arrows: ‹‹‹‹‹‹‹‹‹‹‹‹‹‹‹‹‹‹‹‹‹‹‹‹‹‹‹‹‹‹‹‹‹‹‹‹‹‹‹‹‹‹‹‹‹‹‹‹‹‹‹‹‹‹‹‹‹‹‹‹‹‹‹‹‹‹‹‹‹‹‹‹‹‹‹‹‹‹‹‹‹‹‹‹‹‹‹‹‹‹‹‹‹‹‹‹‹‹‹‹‹‹‹‹‹‹‹‹‹‹‹‹‹‹‹‹‹‹‹‹‹‹‹‹‹‹‹‹‹‹‹‹‹‹‹‹‹‹‹‹‹‹‹‹‹‹‹‹‹‹‹‹‹‹‹‹‹‹‹‹‹‹‹‹‹‹‹‹‹‹‹‹‹‹‹‹‹‹‹‹ <box>157 594 1042 604</box>
sequence-base: T <box>621 50 629 64</box>
aligned-base: C <box>472 1233 481 1247</box>
gencode-gene-label[interactable]: TRERF1 <box>106 544 153 558</box>
coordinate-label: 42,368,360 <box>330 35 400 49</box>
phylop-base-glyph: C <box>463 1149 490 1154</box>
gap-count: 1 <box>596 1188 604 1201</box>
aligned-base: A <box>422 1248 432 1262</box>
coordinate-label: 42,368,365 <box>577 35 647 49</box>
aligned-base: T <box>818 1218 827 1232</box>
phylop-base-glyph: G <box>164 1142 195 1155</box>
strand-label: ---> <box>129 51 153 65</box>
coordinate-tick <box>402 34 403 47</box>
position-readout[interactable]: chr6:42,368,356-42,368,371 (16 bp) <box>545 1 767 15</box>
aligned-base: G <box>570 1218 580 1232</box>
gtex-tissue-bar[interactable] <box>395 1041 400 1056</box>
gencode-gene-label[interactable]: TRERF1 <box>106 528 153 542</box>
species-label[interactable]: Elephant <box>99 1263 153 1277</box>
aligned-base: A <box>521 1248 530 1262</box>
aligned-base: A <box>719 1263 728 1277</box>
gtex-tissue-bar[interactable] <box>303 1028 308 1056</box>
gencode-gene-label[interactable]: TRERF1 <box>106 592 153 606</box>
gtex-tissue-bar[interactable] <box>425 1032 430 1056</box>
gencode-strand-arrows: ‹‹‹‹‹‹‹‹‹‹‹‹‹‹‹‹‹‹‹‹‹‹‹‹‹‹‹‹‹‹‹‹‹‹‹‹‹‹‹‹‹‹‹‹‹‹‹‹‹‹‹‹‹‹‹‹‹‹‹‹‹‹‹‹‹‹‹‹‹‹‹‹‹‹‹‹‹‹‹‹‹‹‹‹‹‹‹‹‹‹‹‹‹‹‹‹‹‹‹‹‹‹‹‹‹‹‹‹‹‹‹‹‹‹‹‹‹‹‹‹‹‹‹‹‹‹‹‹‹‹‹‹‹‹‹‹‹‹‹‹‹‹‹‹‹‹‹‹‹‹‹‹‹‹‹‹‹‹‹‹‹‹‹‹‹‹‹‹‹‹‹‹‹‹‹‹‹‹‹‹ <box>157 402 1042 412</box>
gencode-gene-label[interactable]: TRERF1 <box>106 608 153 622</box>
gencode-strand-arrows: ‹‹‹‹‹‹‹‹‹‹‹‹‹‹‹‹‹‹‹‹‹‹‹‹‹‹‹‹‹‹‹‹‹‹‹‹‹‹‹‹‹‹‹‹‹‹‹‹‹‹‹‹‹‹‹‹‹‹‹‹‹‹‹‹‹‹‹‹‹‹‹‹‹‹‹‹‹‹‹‹‹‹‹‹‹‹‹‹‹‹‹‹‹‹‹‹‹‹‹‹‹‹‹‹‹‹‹‹‹‹‹‹‹‹‹‹‹‹‹‹‹‹‹‹‹‹‹‹‹‹‹‹‹‹‹‹‹‹‹‹‹‹‹‹‹‹‹‹‹‹‹‹‹‹‹‹‹‹‹‹‹‹‹‹‹‹‹‹‹‹‹‹‹‹‹‹‹‹‹‹ <box>157 226 1042 236</box>
gencode-gene-label[interactable]: TRERF1 <box>106 752 153 766</box>
gencode-gene-label[interactable]: TRERF1 <box>106 832 153 846</box>
gencode-gene-label[interactable]: TRERF1 <box>106 560 153 574</box>
scale-label: Scale <box>120 18 153 32</box>
gencode-gene-label[interactable]: TRERF1 <box>106 624 153 638</box>
